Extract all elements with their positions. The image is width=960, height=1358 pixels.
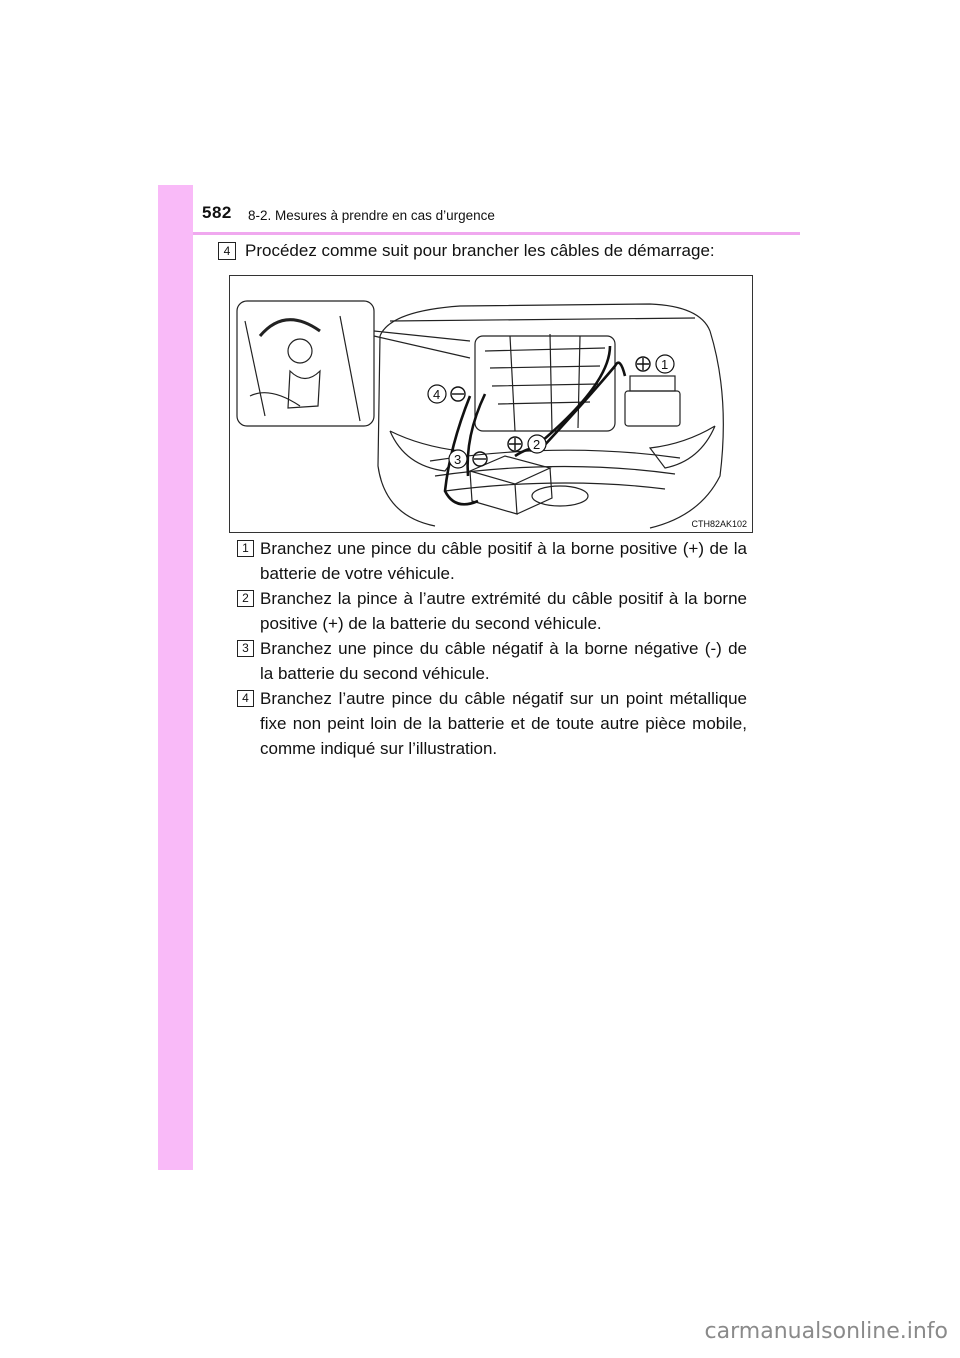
item-number-box: 3 (237, 640, 254, 657)
list-item (237, 536, 747, 586)
page-number: 582 (202, 203, 232, 222)
item-text: Branchez l’autre pince du câble négatif sur un point métallique fixe non peint loin de la batterie et de toute autre pièce mobile, comme indiqué sur l’illustration. (260, 689, 747, 758)
section-title: 8-2. Mesures à prendre en cas d’urgence (248, 208, 495, 223)
list-item (237, 686, 747, 761)
item-number-box: 2 (237, 590, 254, 607)
callout-2: 2 (533, 437, 541, 452)
callout-3: 3 (454, 452, 462, 467)
item-number-box: 1 (237, 540, 254, 557)
callout-1: 1 (661, 357, 669, 372)
jump-start-diagram (230, 276, 753, 533)
callout-4: 4 (433, 387, 441, 402)
chapter-side-tab (158, 185, 193, 1170)
watermark: carmanualsonline.info (704, 1319, 948, 1344)
step-intro-text: Procédez comme suit pour brancher les câbles de démarrage: (245, 241, 715, 260)
item-number-box: 4 (237, 690, 254, 707)
engine-bay-illustration (229, 275, 753, 533)
figure-code: CTH82AK102 (691, 519, 747, 529)
list-item (237, 636, 747, 686)
item-text: Branchez une pince du câble négatif à la borne négative (-) de la batterie du second véhicule. (260, 639, 747, 683)
list-item (237, 586, 747, 636)
step-number-box: 4 (218, 242, 236, 260)
item-text: Branchez une pince du câble positif à la borne positive (+) de la batterie de votre véhicule. (260, 539, 747, 583)
item-text: Branchez la pince à l’autre extrémité du câble positif à la borne positive (+) de la batterie du second véhicule. (260, 589, 747, 633)
header-rule (193, 232, 800, 235)
